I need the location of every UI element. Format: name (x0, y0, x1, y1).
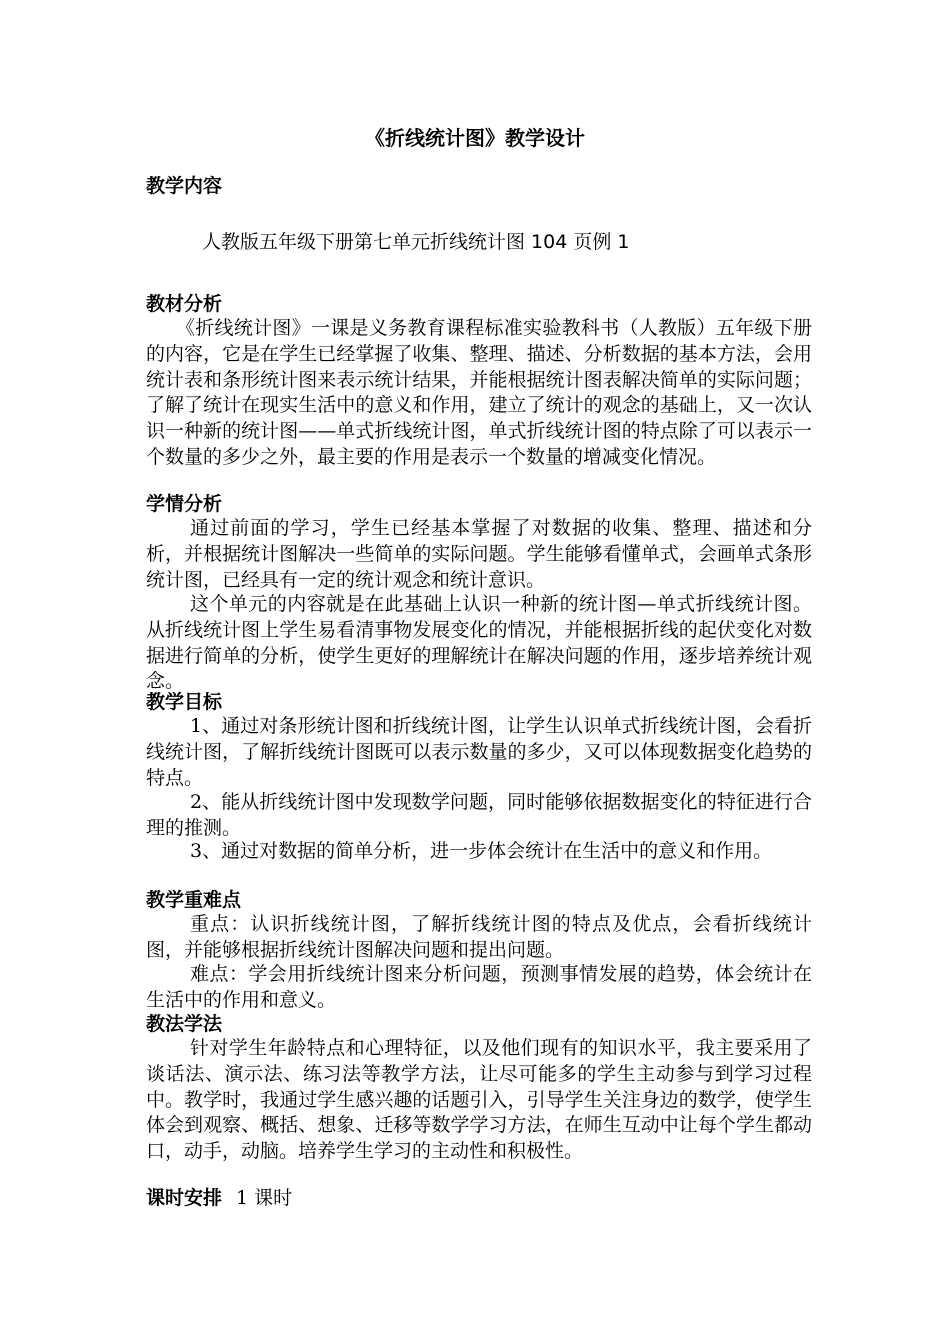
teaching-goal-1: 1、通过对条形统计图和折线统计图，让学生认识单式折线统计图，会看折线统计图，了解折线统计图既可以表示数量的多少，又可以体现数据变化趋势的特点。 (146, 715, 812, 789)
heading-teaching-goals: 教学目标 (146, 691, 223, 713)
learner-analysis-paragraph-2: 这个单元的内容就是在此基础上认识一种新的统计图—单式折线统计图。从折线统计图上学生易看清事物发展变化的情况，并能根据折线的起伏变化对数据进行简单的分析，使学生更好的理解统计在解决问题的作用，逐步培养统计观念。 (146, 593, 812, 693)
difficult-point-paragraph: 难点：学会用折线统计图来分析问题，预测事情发展的趋势，体会统计在生活中的作用和意义。 (146, 963, 812, 1011)
methods-paragraph: 针对学生年龄特点和心理特征，以及他们现有的知识水平，我主要采用了谈话法、演示法、练习法等教学方法，让尽可能多的学生主动参与到学习过程中。教学时，我通过学生感兴趣的话题引入，引导学生关注身边的数学，使学生体会到观察、概括、想象、迁移等数学学习方法，在师生互动中让每个学生都动口，动手，动脑。培养学生学习的主动性和积极性。 (146, 1037, 812, 1163)
document-title: 《折线统计图》教学设计 (365, 126, 585, 150)
heading-material-analysis: 教材分析 (146, 293, 223, 315)
heading-teaching-content: 教学内容 (146, 175, 223, 197)
key-point-paragraph: 重点：认识折线统计图，了解折线统计图的特点及优点，会看折线统计图，并能够根据折线统计图解决问题和提出问题。 (146, 913, 812, 961)
learner-analysis-paragraph-1: 通过前面的学习，学生已经基本掌握了对数据的收集、整理、描述和分析，并根据统计图解决一些简单的实际问题。学生能够看懂单式，会画单式条形统计图，已经具有一定的统计观念和统计意识。 (146, 517, 812, 591)
material-analysis-paragraph: 《折线统计图》一课是义务教育课程标准实验教科书（人教版）五年级下册的内容，它是在学生已经掌握了收集、整理、描述、分析数据的基本方法，会用统计表和条形统计图来表示统计结果，并能根据统计图表解决简单的实际问题；了解了统计在现实生活中的意义和作用，建立了统计的观念的基础上，又一次认识一种新的统计图——单式折线统计图，单式折线统计图的特点除了可以表示一个数量的多少之外，最主要的作用是表示一个数量的增减变化情况。 (146, 317, 812, 468)
heading-learner-analysis: 学情分析 (146, 493, 223, 515)
heading-schedule: 课时安排 (146, 1187, 223, 1209)
teaching-goal-3: 3、通过对数据的简单分析，进一步体会统计在生活中的意义和作用。 (190, 840, 773, 862)
heading-methods: 教法学法 (146, 1013, 223, 1035)
schedule-line (146, 1186, 292, 1211)
schedule-value: 1 课时 (236, 1187, 293, 1209)
heading-key-points: 教学重难点 (146, 889, 242, 911)
teaching-goal-2: 2、能从折线统计图中发现数学问题，同时能够依据数据变化的特征进行合理的推测。 (146, 791, 812, 839)
teaching-content-text: 人教版五年级下册第七单元折线统计图 104 页例 1 (202, 231, 630, 253)
